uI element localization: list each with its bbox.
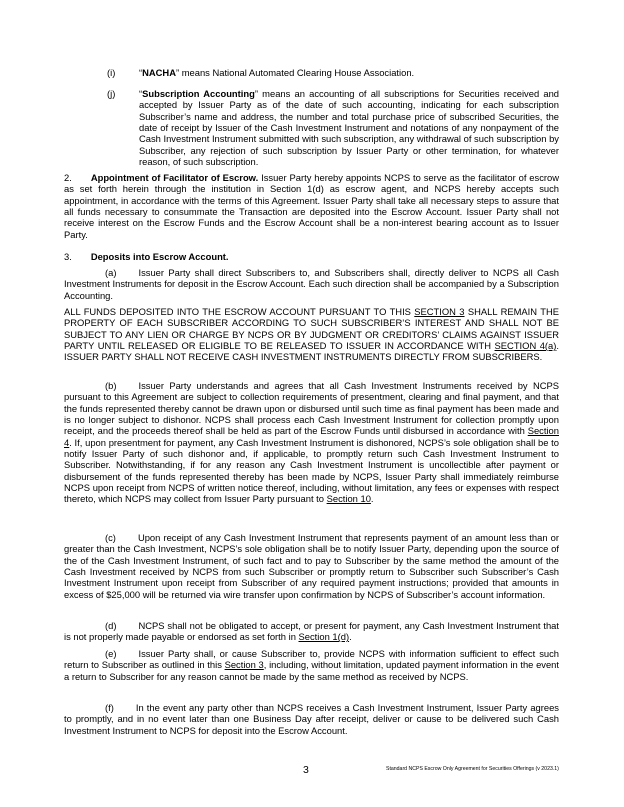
section-3-number: 3. [64, 251, 72, 262]
section-3b-section-10-ref: Section 10 [326, 493, 371, 505]
footer-note: Standard NCPS Escrow Only Agreement for Securities Offerings (v 2023.1) [386, 766, 559, 772]
caps-text-3: . ISSUER PARTY SHALL NOT RECEIVE CASH INVESTMENT INSTRUMENTS DIRECTLY FROM SUBSCRIBERS. [64, 340, 560, 363]
definition-nacha [139, 67, 559, 78]
section-3d-marker: (d) [105, 620, 117, 631]
section-2-paragraph [64, 172, 559, 240]
section-3f-marker: (f) [105, 702, 114, 713]
term-nacha: NACHA [142, 67, 176, 78]
section-3d-text-2: . [349, 631, 352, 643]
term-subscription-accounting: Subscription Accounting [142, 88, 255, 99]
item-i-marker: (i) [107, 67, 116, 78]
caps-section-4a-ref: SECTION 4(a) [494, 340, 557, 352]
section-3b-paragraph [64, 380, 559, 505]
definition-subscription-accounting [139, 88, 559, 167]
section-3d-paragraph [64, 620, 559, 643]
caps-section-3-ref: SECTION 3 [414, 306, 465, 317]
section-3e-text-1: Issuer Party shall, or cause Subscriber to, provide NCPS with information sufficient to effect such return to Subscriber as outlined in this [64, 648, 559, 671]
section-3e-paragraph [64, 648, 559, 682]
definition-subscription-accounting-text: ” means an accounting of all subscriptions for Securities received and accepted by Issuer Party as of the date of such accounting, indicating for each subscription Subscriber’s name and address, the number and total purchase price of subscribed Securities, the date of receipt by Issuer of the Cash Investment Instrument and notations of any nonpayment of the Cash Investment Instrument submitted with such subscription, any withdrawal of such subscription by Subscriber, any rejection of such subscription by Issuer Party or other termination, for whatever reason, of such subscription. [139, 88, 560, 168]
section-2-number: 2. [64, 172, 72, 183]
section-3a-text: Issuer Party shall direct Subscribers to, and Subscribers shall, directly deliver to NCPS all Cash Investment Instruments for deposit in the Escrow Account. Each such direction shall be accompanied by a Subscription Accounting. [64, 267, 559, 301]
section-3d-section-1d-ref: Section 1(d) [298, 631, 350, 643]
section-3e-section-3-ref: Section 3 [224, 659, 264, 671]
section-3c-marker: (c) [105, 532, 116, 543]
page-number: 3 [303, 764, 309, 776]
section-3f-paragraph [64, 702, 559, 736]
item-j-marker: (j) [107, 88, 116, 99]
section-3-caps-paragraph [64, 306, 559, 363]
section-3-heading: Deposits into Escrow Account. [90, 251, 229, 262]
section-3b-marker: (b) [105, 380, 117, 391]
section-3a-paragraph [64, 267, 559, 301]
section-2-text: Issuer Party hereby appoints NCPS to serve as the facilitator of escrow as set forth herein through the institution in Section 1(d) as escrow agent, and NCPS hereby accepts such appointment, in accordance with the terms of this Agreement. Issuer Party shall take all necessary steps to assure that all funds necessary to consummate the Transaction are deposited into the Escrow Account. Issuer Party shall not receive interest on the Escrow Funds and the Escrow Account shall be a non-interest bearing account as to Issuer Party. [64, 172, 559, 240]
section-3c-text: Upon receipt of any Cash Investment Instrument that represents payment of an amount less than or greater than the Cash Investment, NCPS’s sole obligation shall be to notify Issuer Party, depending upon the source of the of the Cash Investment Instrument, of such fact and to pay to Subscriber by the same method the amount of the Cash Investment received by NCPS from such Subscriber or promptly return to Subscriber such Subscriber’s Cash Investment Instrument upon receipt from Subscriber of any required payment instructions; provided that amounts in excess of $25,000 will be returned via wire transfer upon confirmation by NCPS of Subscriber’s account information. [64, 532, 559, 600]
section-3a-marker: (a) [105, 267, 117, 278]
section-3-heading-line [64, 251, 559, 262]
section-3b-text-3: . [370, 493, 374, 505]
section-3d-text-1: NCPS shall not be obligated to accept, or present for payment, any Cash Investment Instrument that is not properly made payable or endorsed as set forth in [64, 620, 559, 643]
section-3b-section-4-ref: Section 4 [64, 425, 559, 448]
definition-nacha-text: ” means National Automated Clearing House Association. [175, 67, 415, 78]
item-i-open-quote: “ [139, 67, 143, 78]
section-2-heading: Appointment of Facilitator of Escrow. [90, 172, 259, 183]
item-j-open-quote: “ [139, 88, 143, 99]
section-3e-marker: (e) [105, 648, 117, 659]
section-3e-text-2: , including, without limitation, updated payment information in the event a return to Subscriber for any reason cannot be made by the same method as received by NCPS. [64, 659, 560, 682]
section-3b-text-1: Issuer Party understands and agrees that all Cash Investment Instruments received by NCPS pursuant to this Agreement are subject to collection requirements of presentment, clearing and final payment, and that the funds represented thereby cannot be drawn upon or disbursed until such time as final payment has been made and is no longer subject to dishonor. NCPS shall process each Cash Investment Instrument for collection promptly upon receipt, and the proceeds thereof shall be held as part of the Escrow Funds until disbursed in accordance with [64, 380, 559, 437]
section-3f-text: In the event any party other than NCPS receives a Cash Investment Instrument, Issuer Party agrees to promptly, and in no event later than one Business Day after receipt, deliver or cause to be delivered such Cash Investment Instrument to NCPS for deposit into the Escrow Account. [64, 702, 559, 736]
section-3c-paragraph [64, 532, 559, 600]
section-3b-text-2: . If, upon presentment for payment, any Cash Investment Instrument is dishonored, NCPS’s sole obligation shall be to notify Issuer Party of such dishonor and, if applicable, to promptly return such Cash Investment Instrument to Subscriber. Notwithstanding, if for any reason any Cash Investment Instrument is uncollectible after payment or disbursement of the funds represented thereby has been made by NCPS, Issuer Party shall immediately reimburse NCPS upon receipt from NCPS of written notice thereof, including, without limitation, any fees or expenses with respect thereto, which NCPS may collect from Issuer Party pursuant to [64, 436, 559, 505]
caps-text-2: SHALL REMAIN THE PROPERTY OF EACH SUBSCRIBER ACCORDING TO SUCH SUBSCRIBER’S INTEREST AND SHALL NOT BE SUBJECT TO ANY LIEN OR CHARGE BY NCPS OR BY JUDGMENT OR CREDITORS’ CLAIMS AGAINST ISSUER PARTY UNTIL RELEASED OR ELIGIBLE TO BE RELEASED TO ISSUER IN ACCORDANCE WITH [64, 306, 559, 352]
caps-text-1: ALL FUNDS DEPOSITED INTO THE ESCROW ACCOUNT PURSUANT TO THIS [64, 306, 415, 317]
